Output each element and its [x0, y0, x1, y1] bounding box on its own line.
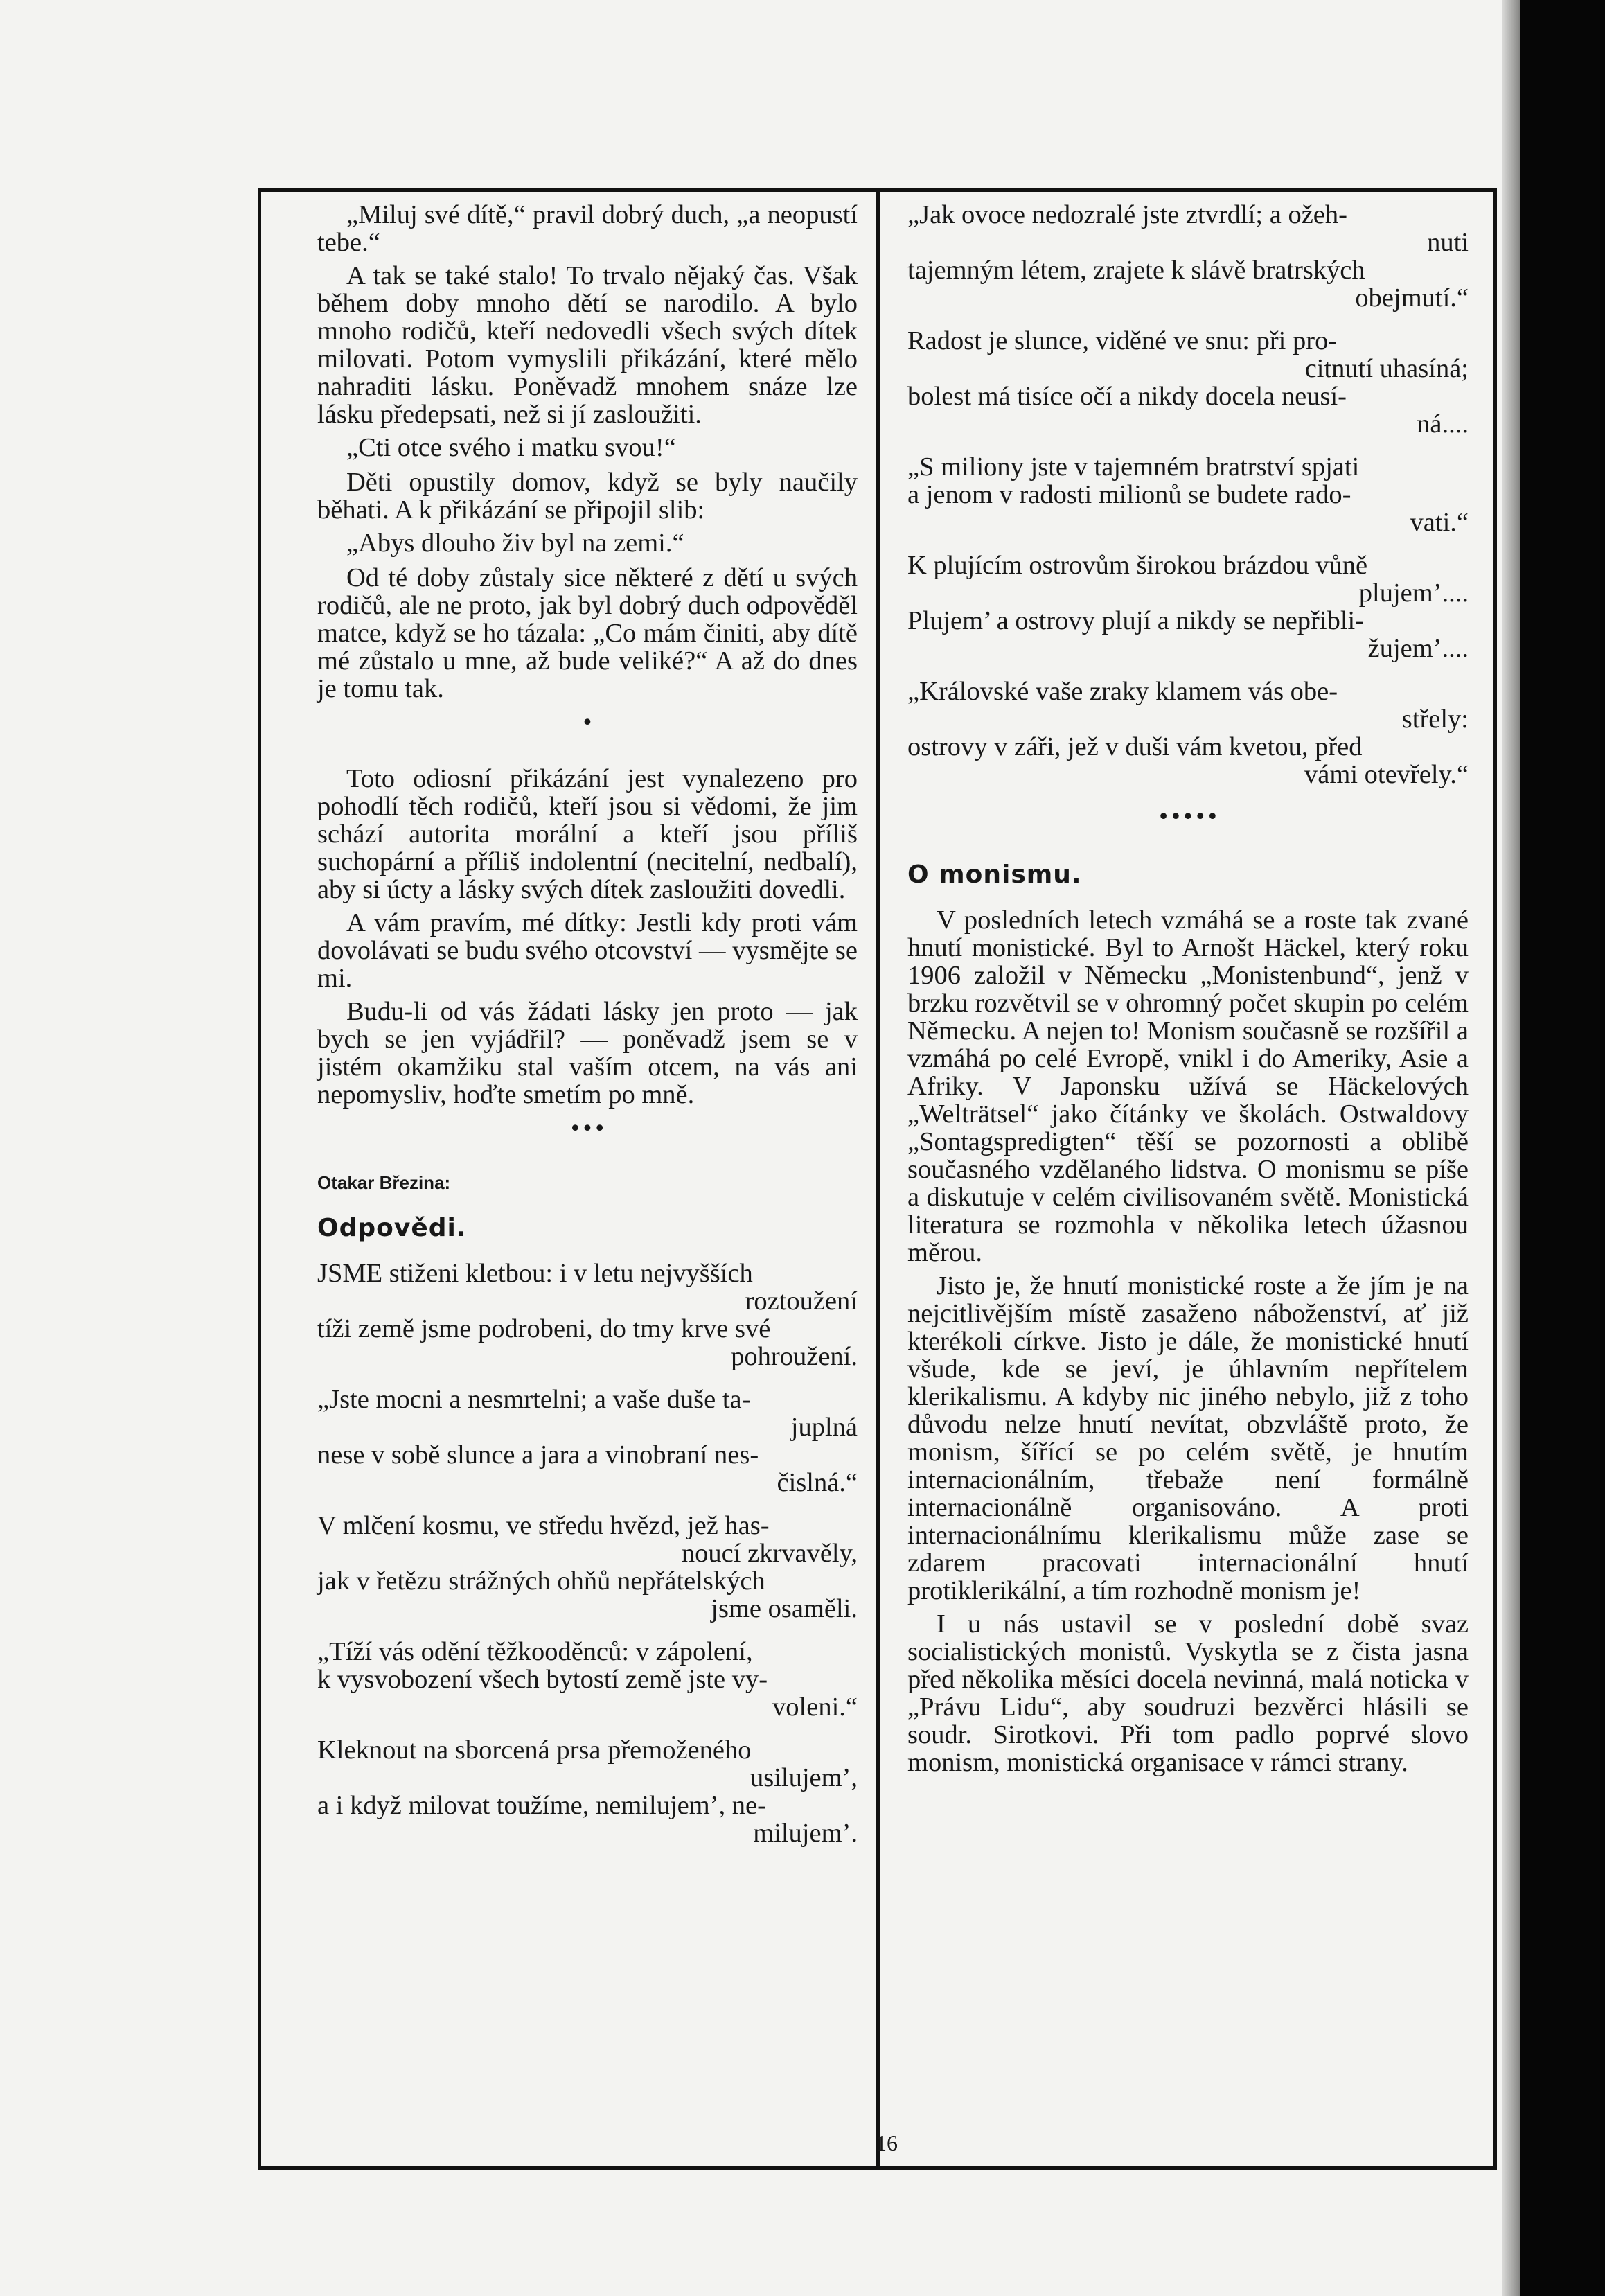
paragraph: Děti opustily domov, když se byly naučily běhati. A k přikázání se připojil slib: — [317, 468, 858, 524]
poem-line: Plujem’ a ostrovy plují a nikdy se nepřibli- — [907, 606, 1365, 635]
right-column — [907, 201, 1469, 1782]
poem-line: nuti — [1427, 228, 1469, 257]
poem-line: plujem’.... — [1358, 579, 1469, 608]
poem-stanza — [907, 453, 1469, 536]
paragraph: Od té doby zůstaly sice některé z dětí u svých rodičů, ale ne proto, jak byl dobrý duch odpověděl matce, když se ho tázala: „Co mám činiti, aby dítě mé zůstalo u mne, až bude veliké?“ A až do dnes je tomu tak. — [317, 563, 858, 703]
poem-line: a jenom v radosti milionů se budete rado- — [907, 480, 1351, 509]
section-separator: ••• — [569, 1117, 606, 1141]
poem-line: Radost je slunce, viděné ve snu: při pro- — [907, 326, 1338, 355]
poem-line: a i když milovat toužíme, nemilujem’, ne- — [317, 1791, 766, 1820]
poem-line: k vysvobození všech bytostí země jste vy- — [317, 1665, 768, 1694]
poem-line: „S miliony jste v tajemném bratrství spjati — [907, 452, 1360, 482]
paragraph: Budu-li od vás žádati lásky jen proto — jak bych se jen vyjádřil? — poněvadž jsem se v jistém okamžiku stal vaším otcem, na vás ani nepomysliv, hoďte smetím po mně. — [317, 997, 858, 1109]
poem-line: noucí zkrvavěly, — [681, 1539, 858, 1568]
section-separator: ••••• — [1157, 805, 1219, 829]
poem-stanza — [317, 1260, 858, 1370]
poem-line: ná.... — [1417, 409, 1469, 439]
poem-stanza — [317, 1638, 858, 1721]
poem-line: tíži země jsme podrobeni, do tmy krve své — [317, 1314, 771, 1343]
poem-line: roztoužení — [745, 1287, 858, 1316]
poem-stanza — [317, 1736, 858, 1847]
poem-line: juplná — [790, 1413, 858, 1442]
poem-stanza — [907, 678, 1469, 788]
poem-line: Kleknout na sborcená prsa přemoženého — [317, 1736, 752, 1765]
poem-line: „Jste mocni a nesmrtelni; a vaše duše ta- — [317, 1385, 751, 1414]
poem-line: tajemným létem, zrajete k slávě bratrských — [907, 256, 1365, 285]
commandment-quote: „Cti otce svého i matku svou!“ — [346, 433, 676, 462]
paragraph: I u nás ustavil se v poslední době svaz socialistických monistů. Vyskytla se z čista jasna před několika měsíci docela nevinná, malá noticka v „Právu Lidu“, aby soudruzi bezvěrci hlásili se soudr. Sirotkovi. Při tom padlo poprvé slovo monism, monistická organisace v rámci strany. — [907, 1609, 1469, 1777]
poem-line: usilujem’, — [750, 1763, 858, 1792]
paragraph: V posledních letech vzmáhá se a roste tak zvané hnutí monistické. Byl to Arnošt Häckel, který roku 1906 založil v Německu „Monistenbund“, jenž v brzku rozvětvil se v ohromný počet skupin po celém Německu. A nejen to! Monism současně se rozšířil a vzmáhá po celé Evropě, vnikl i do Ameriky, Asie a Afriky. V Japonsku užívá se Häckelových „Welträtsel“ jako čítánky ve školách. Ostwaldovy „Sontagspredigten“ těší se pozornosti a oblibě současného vzdělaného lidstva. O monismu se píše a diskutuje v celém civilisovaném světě. Monistická literatura se rozmohla v několika letech úžasnou měrou. — [907, 906, 1469, 1267]
column-divider — [876, 188, 880, 2170]
page-number: 16 — [876, 2130, 898, 2155]
scan-background — [1520, 0, 1605, 2296]
article-title: O monismu. — [907, 860, 1082, 889]
poem-line: jak v řetězu strážných ohňů nepřátelských — [317, 1566, 765, 1596]
poem-line: voleni.“ — [772, 1693, 858, 1722]
poem-author: Otakar Březina: — [317, 1172, 451, 1193]
poem-title: Odpovědi. — [317, 1214, 467, 1242]
poem-stanza — [907, 551, 1469, 662]
poem-line: žujem’.... — [1367, 634, 1469, 663]
poem-line: bolest má tisíce očí a nikdy docela neusí- — [907, 382, 1347, 411]
poem-line: „Královské vaše zraky klamem vás obe- — [907, 677, 1338, 706]
poem-line: nese v sobě slunce a jara a vinobraní nes- — [317, 1440, 759, 1469]
poem-line: JSME stiženi kletbou: i v letu nejvyšších — [317, 1259, 753, 1288]
poem-line: vámi otevřely.“ — [1304, 760, 1469, 789]
poem-stanza — [317, 1512, 858, 1623]
poem-line: K plujícím ostrovům širokou brázdou vůně — [907, 551, 1368, 580]
poem-stanza — [907, 201, 1469, 312]
paragraph: Toto odiosní přikázání jest vynalezeno pro pohodlí těch rodičů, kteří jsou si vědomi, že jim schází autorita morální a kteří jsou příliš suchopární a příliš indolentní (necitelní, nedbalí), aby si úcty a lásky svých dítek zasloužiti dovedli. — [317, 764, 858, 904]
promise-quote: „Abys dlouho živ byl na zemi.“ — [346, 529, 684, 558]
poem-stanza — [317, 1386, 858, 1496]
poem-line: střely: — [1401, 705, 1469, 734]
paragraph: „Miluj své dítě,“ pravil dobrý duch, „a neopustí tebe.“ — [317, 200, 858, 257]
poem-stanza — [907, 327, 1469, 438]
poem-line: citnutí uhasíná; — [1304, 354, 1469, 383]
poem-line: vati.“ — [1410, 508, 1469, 537]
poem-line: „Jak ovoce nedozralé jste ztvrdlí; a ožeh- — [907, 200, 1347, 229]
poem-line: V mlčení kosmu, ve středu hvězd, jež has- — [317, 1511, 770, 1540]
poem-line: ostrovy v záři, jež v duši vám kvetou, před — [907, 732, 1363, 761]
poem-line: pohroužení. — [731, 1342, 858, 1371]
section-separator: • — [581, 711, 594, 735]
poem-line: milujem’. — [753, 1819, 858, 1848]
poem-line: obejmutí.“ — [1355, 283, 1469, 312]
left-column — [317, 201, 858, 1862]
paragraph: Jisto je, že hnutí monistické roste a že jím je na nejcitlivějším místě zasaženo náboženství, ať již kterékoli církve. Jisto je dále, že monistické hnutí všude, kde se jeví, je úhlavním nepřítelem klerikalismu. A kdyby nic jiného nebylo, již z toho důvodu nelze hnutí nevítat, obzvláště proto, že monism, šířící se po celém světě, je hnutím internacionálním, třebaže není formálně internacionálně organisováno. A proti internacionálnímu klerikalismu může zase se zdarem pracovati internacionální hnutí protiklerikální, a tím rozhodně monism je! — [907, 1271, 1469, 1605]
paragraph: A vám pravím, mé dítky: Jestli kdy proti vám dovolávati se budu svého otcovství — vysmějte se mi. — [317, 908, 858, 993]
poem-line: čislná.“ — [777, 1468, 858, 1497]
paragraph: A tak se také stalo! To trvalo nějaký čas. Však během doby mnoho dětí se narodilo. A bylo mnoho rodičů, kteří nedovedli všech svých dítek milovati. Potom vymyslili přikázání, které mělo nahraditi lásku. Poněvadž mnohem snáze lze lásku předepsati, než si jí zasloužiti. — [317, 261, 858, 429]
poem-line: jsme osaměli. — [711, 1594, 858, 1623]
poem-line: „Tíží vás odění těžkooděnců: v zápolení, — [317, 1637, 753, 1666]
